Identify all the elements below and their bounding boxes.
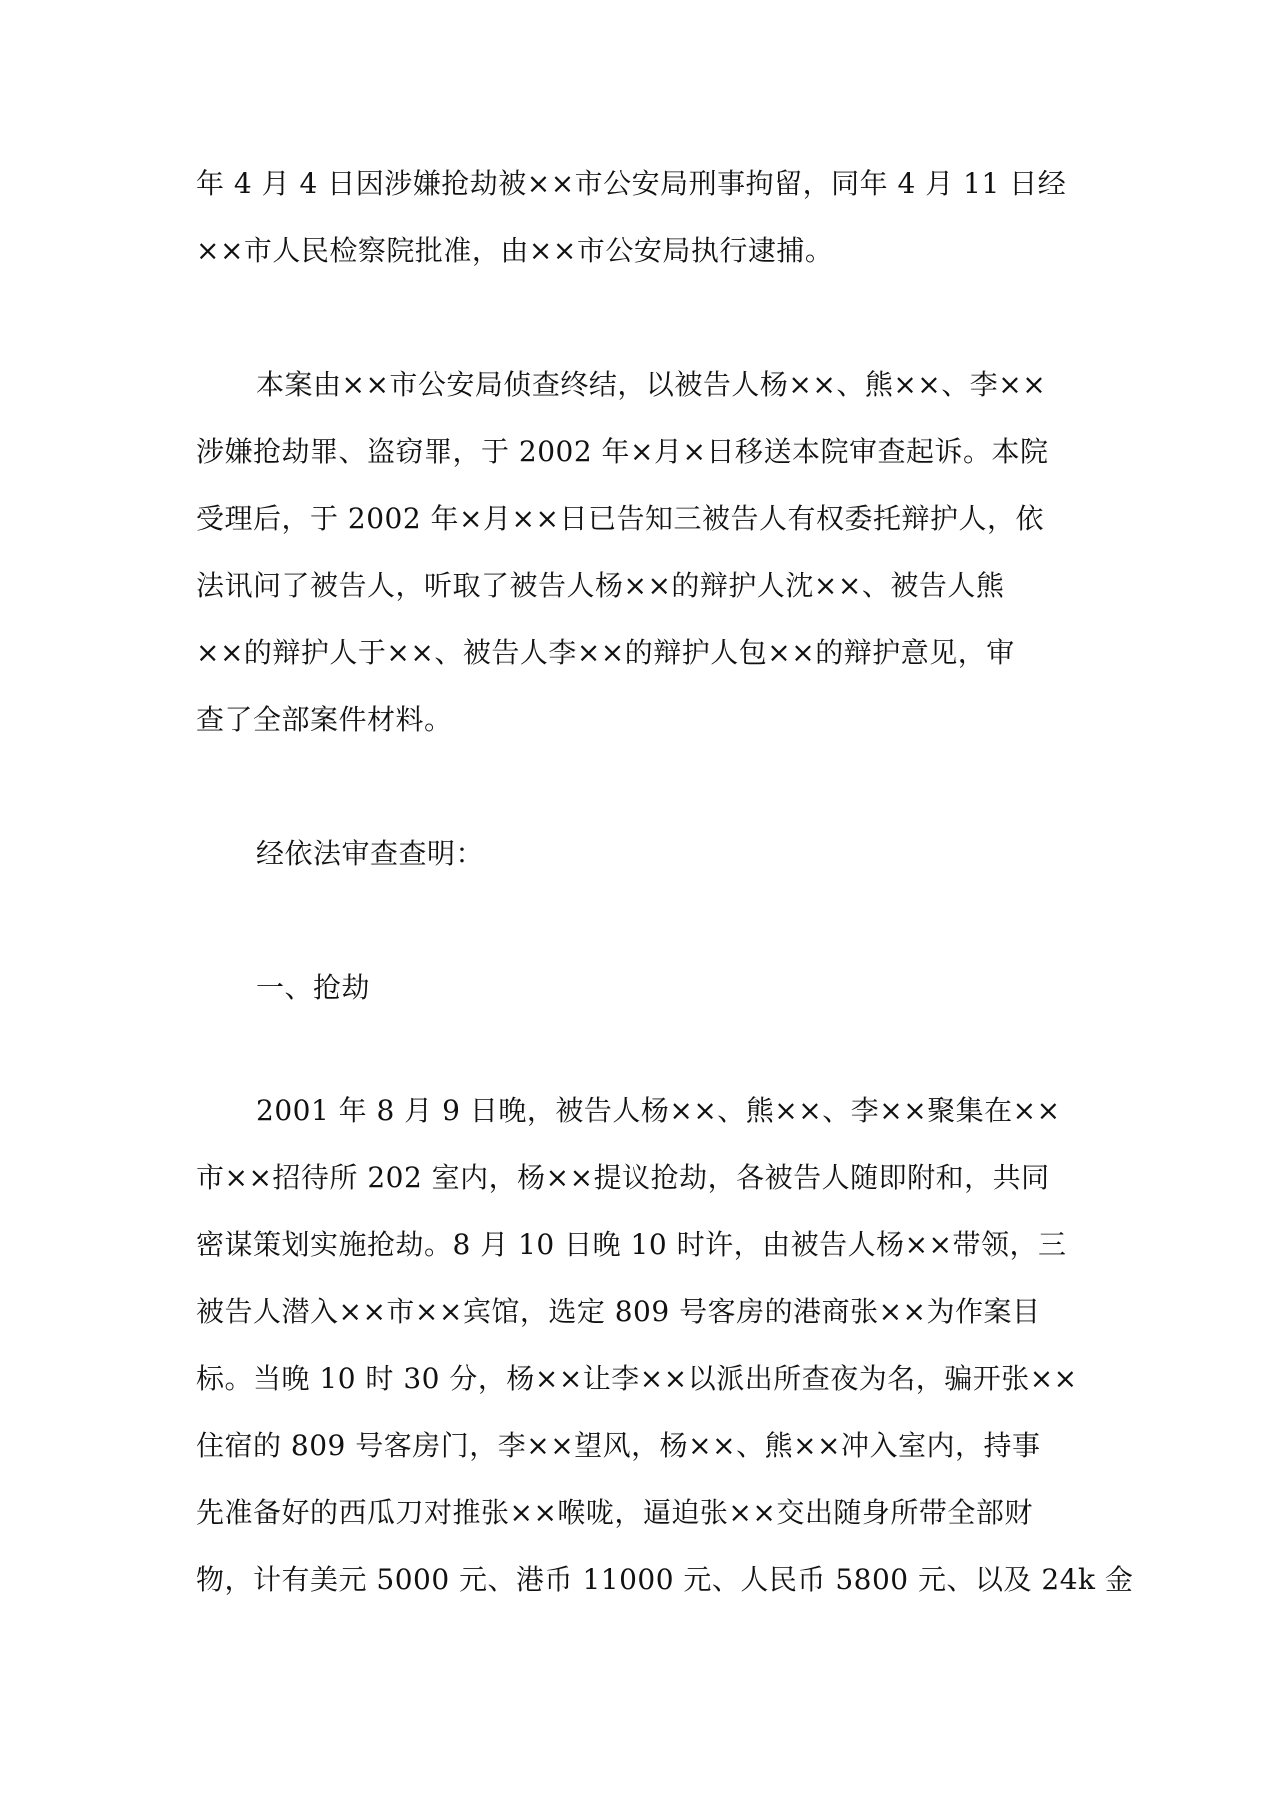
paragraph-case-transfer [196, 351, 1088, 753]
text-line: 2001 年 8 月 9 日晚，被告人杨××、熊××、李××聚集在×× [256, 1094, 1061, 1127]
text-line: 物，计有美元 5000 元、港币 11000 元、人民币 5800 元、以及 24k 金 [196, 1563, 1134, 1596]
text-line: 查了全部案件材料。 [196, 703, 453, 736]
text-line: 被告人潜入××市××宾馆，选定 809 号客房的港商张××为作案目 [196, 1295, 1041, 1328]
paragraph-arrest [196, 150, 1088, 284]
text-line: 法讯问了被告人，听取了被告人杨××的辩护人沈××、被告人熊 [196, 569, 1005, 602]
paragraph-robbery-facts [196, 1077, 1134, 1613]
text-line: 涉嫌抢劫罪、盗窃罪，于 2002 年×月×日移送本院审查起诉。本院 [196, 435, 1049, 468]
paragraph-gap [196, 753, 1088, 820]
document-body [196, 150, 1134, 1613]
paragraph-findings-heading [196, 820, 1088, 887]
text-line: 密谋策划实施抢劫。8 月 10 日晚 10 时许，由被告人杨××带领，三 [196, 1228, 1067, 1261]
text-line: ××的辩护人于××、被告人李××的辩护人包××的辩护意见，审 [196, 636, 1015, 669]
text-line: 市××招待所 202 室内，杨××提议抢劫，各被告人随即附和，共同 [196, 1161, 1050, 1194]
text-line: 受理后，于 2002 年×月××日已告知三被告人有权委托辩护人，依 [196, 502, 1044, 535]
text-line: 本案由××市公安局侦查终结，以被告人杨××、熊××、李×× [256, 368, 1047, 401]
text-line: ××市人民检察院批准，由××市公安局执行逮捕。 [196, 234, 834, 267]
paragraph-robbery-heading [196, 954, 1088, 1021]
text-line: 年 4 月 4 日因涉嫌抢劫被××市公安局刑事拘留，同年 4 月 11 日经 [196, 167, 1067, 200]
paragraph-gap [196, 284, 1088, 351]
section-heading: 经依法审查查明： [256, 837, 485, 870]
text-line: 标。当晚 10 时 30 分，杨××让李××以派出所查夜为名，骗开张×× [196, 1362, 1078, 1395]
section-heading: 一、抢劫 [256, 971, 371, 1004]
text-line: 住宿的 809 号客房门，李××望风，杨××、熊××冲入室内，持事 [196, 1429, 1041, 1462]
paragraph-gap [196, 887, 1088, 954]
text-line: 先准备好的西瓜刀对推张××喉咙，逼迫张××交出随身所带全部财 [196, 1496, 1033, 1529]
paragraph-gap [196, 1021, 1088, 1077]
